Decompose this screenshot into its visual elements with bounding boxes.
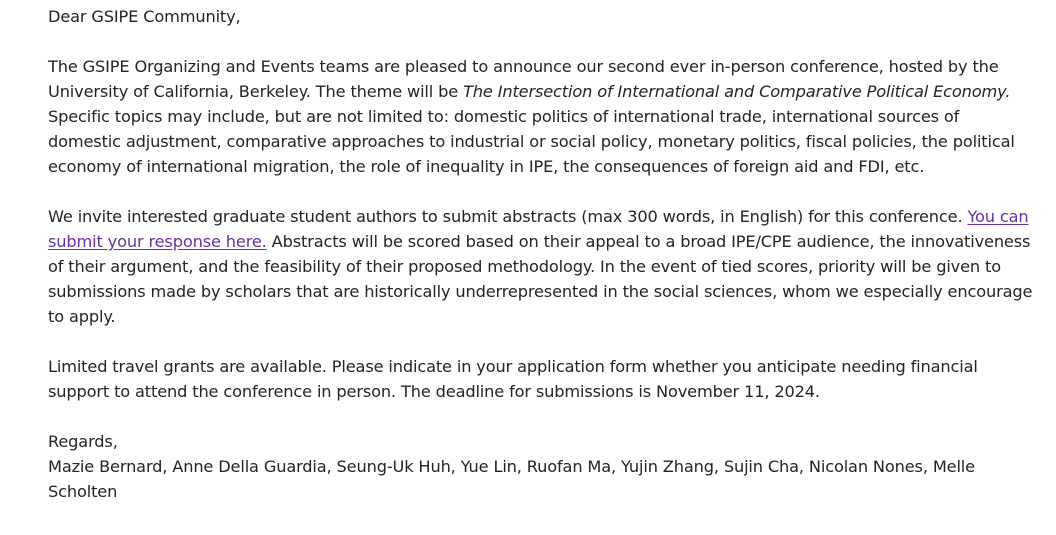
topics-text: Specific topics may include, but are not limited to: domestic politics of international trade, international sources of domestic adjustment, comparative approaches to industrial or social policy, monetary politics, fiscal policies, the political economy of international migration, the role of inequality in IPE, the consequences of foreign aid and FDI, etc. <box>48 107 1015 176</box>
email-body <box>48 4 1033 504</box>
announcement-text: The GSIPE Organizing and Events teams are pleased to announce our second ever in-person conference, hosted by the University of California, Berkeley. The theme will be <box>48 57 999 101</box>
invitation-text: We invite interested graduate student authors to submit abstracts (max 300 words, in English) for this conference. <box>48 207 968 226</box>
conference-theme: The Intersection of International and Comparative Political Economy. <box>463 82 1011 101</box>
submit-response-link[interactable]: You can submit your response here. <box>48 207 1029 251</box>
announcement-paragraph <box>48 54 1033 179</box>
travel-grants-paragraph: Limited travel grants are available. Please indicate in your application form whether you anticipate needing financial support to attend the conference in person. The deadline for submissions is November 11, 2024. <box>48 357 978 401</box>
scoring-text: Abstracts will be scored based on their appeal to a broad IPE/CPE audience, the innovativeness of their argument, and the feasibility of their proposed methodology. In the event of tied scores, priority will be given to submissions made by scholars that are historically underrepresented in the social sciences, whom we especially encourage to apply. <box>48 232 1033 326</box>
signatories: Mazie Bernard, Anne Della Guardia, Seung-Uk Huh, Yue Lin, Ruofan Ma, Yujin Zhang, Sujin Cha, Nicolan Nones, Melle Scholten <box>48 457 975 501</box>
signature-block <box>48 429 1033 504</box>
submission-paragraph <box>48 204 1033 329</box>
greeting: Dear GSIPE Community, <box>48 7 241 26</box>
closing: Regards, <box>48 432 118 451</box>
